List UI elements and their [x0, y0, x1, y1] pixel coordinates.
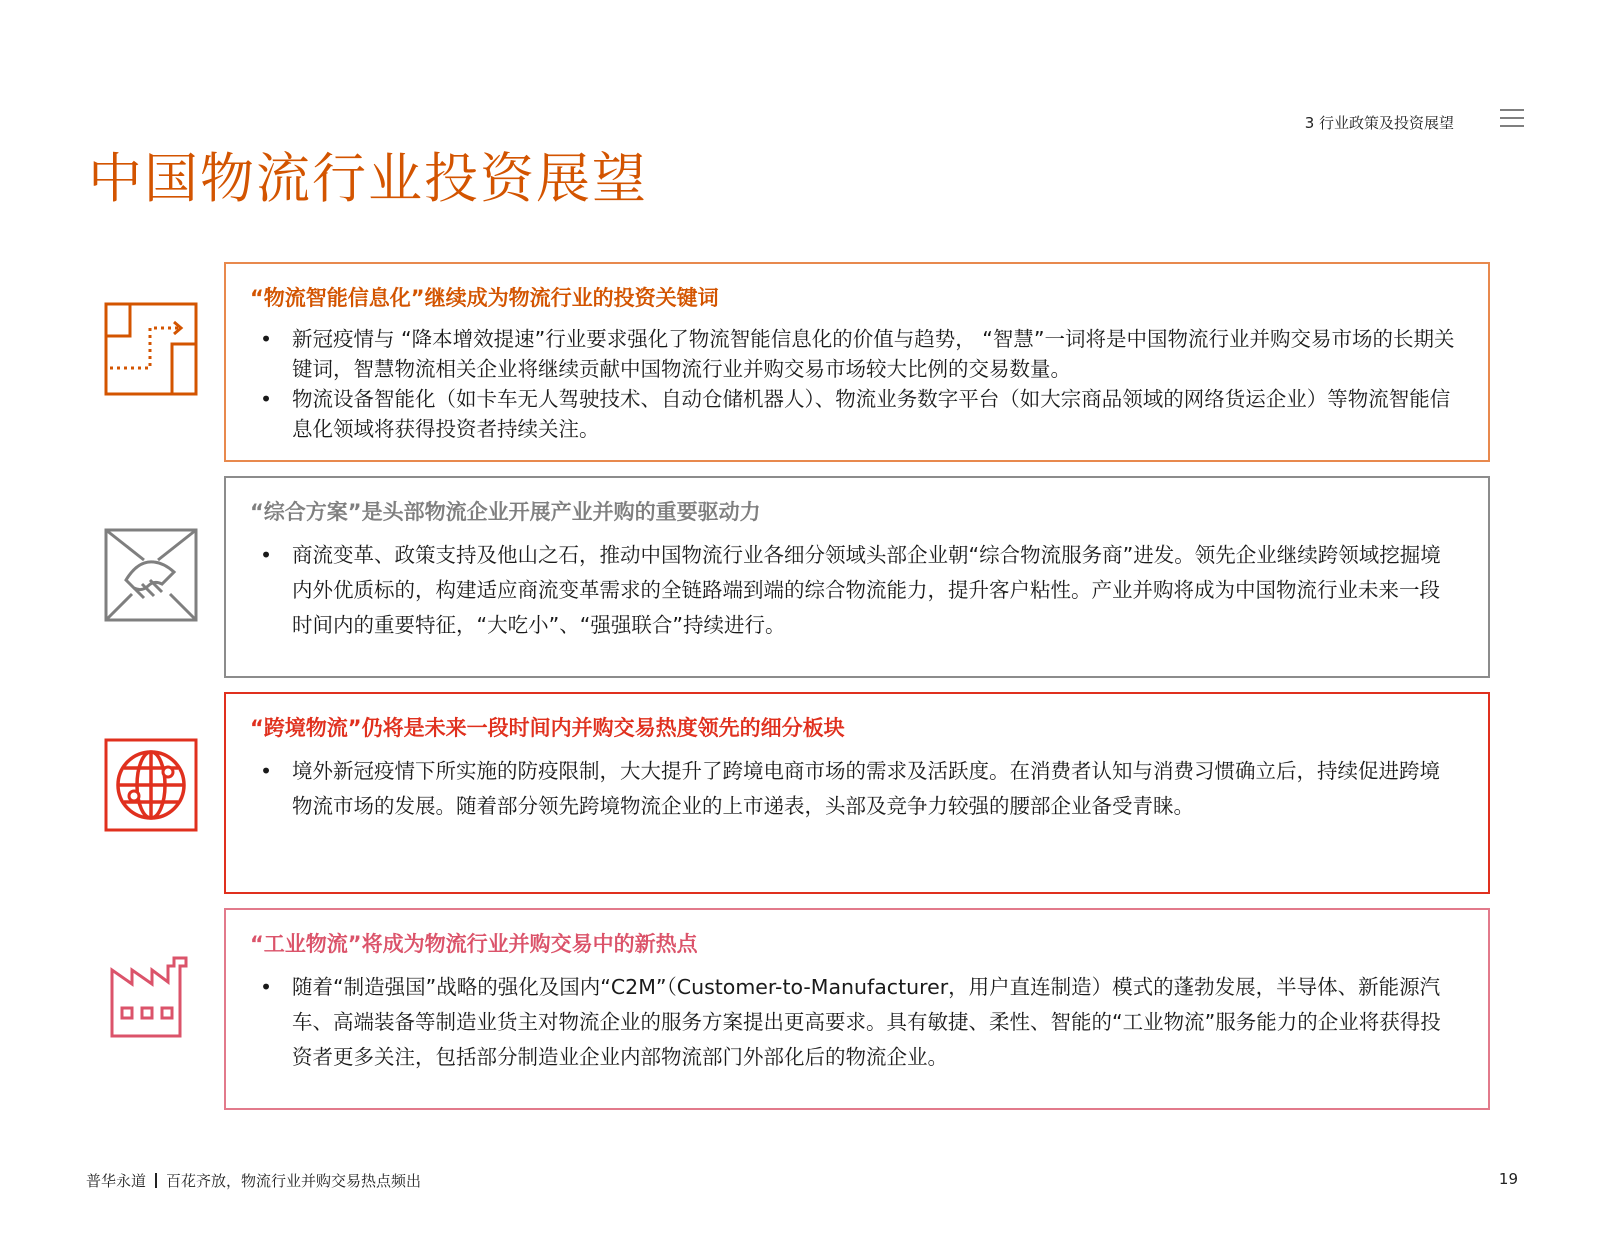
globe-icon: [104, 738, 198, 832]
footer-brand: 普华永道: [86, 1172, 147, 1190]
card-industrial-logistics: [224, 908, 1490, 1110]
bullet-item: • 境外新冠疫情下所实施的防疫限制，大大提升了跨境电商市场的需求及活跃度。在消费者认知与消费习惯确立后，持续促进跨境物流市场的发展。随着部分领先跨境物流企业的上市递表，头部及竞争力较强的腰部企业备受青睐。: [250, 754, 1460, 824]
card-integrated-solutions: [224, 476, 1490, 678]
bullet-list: [250, 324, 1460, 444]
footer: [86, 1170, 421, 1191]
handshake-icon: [104, 528, 198, 622]
card-title: “综合方案”是头部物流企业开展产业并购的重要驱动力: [250, 500, 761, 524]
section-label: 3 行业政策及投资展望: [1304, 114, 1454, 132]
footer-report-title: 百花齐放，物流行业并购交易热点频出: [166, 1172, 422, 1190]
card-title: “工业物流”将成为物流行业并购交易中的新热点: [250, 932, 698, 956]
page-title: 中国物流行业投资展望: [88, 147, 648, 210]
card-cross-border-logistics: [224, 692, 1490, 894]
bullet-item: • 商流变革、政策支持及他山之石，推动中国物流行业各细分领域头部企业朝“综合物流服务商”进发。领先企业继续跨领域挖掘境内外优质标的，构建适应商流变革需求的全链路端到端的综合物流能力，提升客户粘性。产业并购将成为中国物流行业未来一段时间内的重要特征，“大吃小”、“强强联合”持续进行。: [250, 538, 1460, 643]
footer-separator: [155, 1173, 157, 1188]
bullet-item: • 新冠疫情与 “降本增效提速”行业要求强化了物流智能信息化的价值与趋势， “智慧”一词将是中国物流行业并购交易市场的长期关键词，智慧物流相关企业将继续贡献中国物流行业并购交易市场较大比例的交易数量。: [250, 324, 1460, 384]
menu-icon[interactable]: [1500, 108, 1524, 128]
card-title: “物流智能信息化”继续成为物流行业的投资关键词: [250, 286, 719, 310]
bullet-list: [250, 538, 1460, 643]
page-number: 19: [1498, 1170, 1518, 1188]
bullet-item: • 物流设备智能化（如卡车无人驾驶技术、自动仓储机器人）、物流业务数字平台（如大宗商品领域的网络货运企业）等物流智能信息化领域将获得投资者持续关注。: [250, 384, 1460, 444]
factory-icon: [104, 946, 198, 1040]
card-title: “跨境物流”仍将是未来一段时间内并购交易热度领先的细分板块: [250, 716, 845, 740]
bullet-list: [250, 970, 1460, 1075]
bullet-list: [250, 754, 1460, 824]
route-arrow-icon: [104, 302, 198, 396]
bullet-item: • 随着“制造强国”战略的强化及国内“C2M”（Customer-to-Manufacturer，用户直连制造）模式的蓬勃发展，半导体、新能源汽车、高端装备等制造业货主对物流企业的服务方案提出更高要求。具有敏捷、柔性、智能的“工业物流”服务能力的企业将获得投资者更多关注，包括部分制造业企业内部物流部门外部化后的物流企业。: [250, 970, 1460, 1075]
card-intelligent-logistics: [224, 262, 1490, 462]
